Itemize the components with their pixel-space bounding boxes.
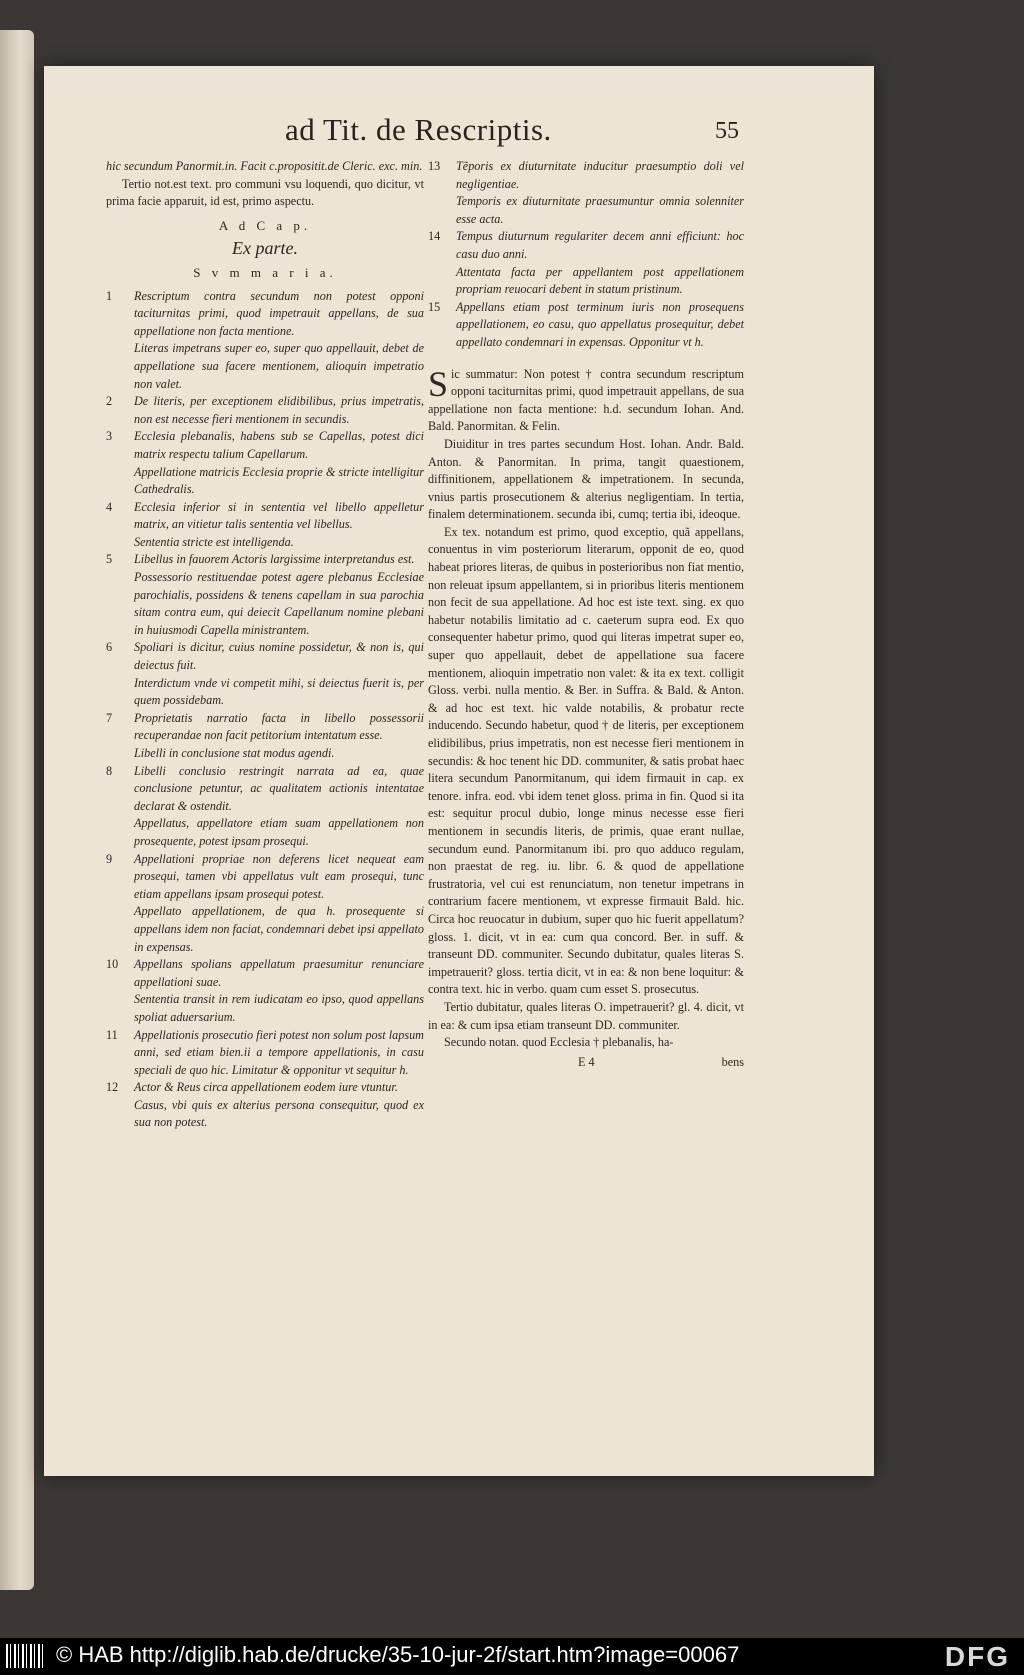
item-text: Tempus diuturnum regulariter decem anni efficiunt: hoc casu duo anni.: [456, 229, 744, 261]
summary-item: [428, 158, 744, 193]
summary-subitem: Literas impetrans super eo, super quo appellauit, debet de appellatione sua facere mentionem, alioquin impetratio non valet.: [134, 341, 424, 391]
summary-subitem: Interdictum vnde vi competit mihi, si deiectus fuerit is, per quem possidebam.: [134, 675, 424, 708]
signature-line: [428, 1054, 744, 1072]
body-paragraph: Diuiditur in tres partes secundum Host. Iohan. Andr. Bald. Anton. & Panormitan. In prima, tangit quaestionem, diffinitionem, appellationem & impetrationem. In secunda, vnius partis prosecutionem & alterius negligentiam. In tertia, finalem determinationem. secunda ibi, cumq; tertia ibi, ideoque.: [428, 436, 744, 522]
previous-page-edge: [0, 30, 34, 1590]
body-paragraph: Tertio dubitatur, quales literas O. impetrauerit? gl. 4. dicit, vt in ea: & cum ipsa etiam transeunt DD. communiter.: [428, 999, 744, 1032]
item-text: Rescriptum contra secundum non potest opponi taciturnitas primi, quod impetrauit appellans, de sua appellatione non facta mentione.: [134, 288, 424, 338]
summaria-heading: S v m m a r i a.: [193, 264, 337, 280]
summary-subitem: Appellatus, appellatore etiam suam appellationem non prosequente, potest ipsam prosequi.: [134, 816, 424, 848]
summary-list: [106, 288, 424, 1133]
folio-number: 55: [715, 118, 739, 144]
item-text: Appellans etiam post terminum iuris non prosequens appellationem, eo casu, quo appellatus prosequitur, debet appellato condemnari in expensas. Opponitur vt h.: [456, 299, 744, 349]
intro-line: hic secundum Panormit.in. Facit c.propositit.de Cleric. exc. min.: [106, 159, 423, 173]
summary-item: [106, 499, 424, 534]
dfg-logo: DFG: [944, 1641, 1010, 1672]
body-paragraph: Sic summatur: Non potest † contra secundum rescriptum opponi taciturnitas primi, quod impetrauit appellans, de sua appellatione non facta mentione: h.d. secundum Iohan. And. Bald. Panormitan. & Felin.: [428, 363, 744, 434]
item-text: Tẽporis ex diuturnitate inducitur praesumptio doli vel negligentiae.: [456, 159, 744, 191]
footer-bar: [0, 1638, 1024, 1675]
item-text: Spoliari is dicitur, cuius nomine possidetur, & non is, qui deiectus fuit.: [134, 640, 424, 673]
summary-item: [106, 1027, 424, 1080]
summary-item: [106, 710, 424, 745]
item-number: 4: [106, 499, 113, 514]
chapter-title: Ex parte.: [232, 238, 298, 259]
item-number: 14: [428, 229, 441, 244]
signature-mark: E 4: [578, 1054, 595, 1069]
item-number: 1: [106, 288, 113, 303]
item-text: Appellationis prosecutio fieri potest non solum post lapsum anni, sed etiam bien.ii a tempore appellationis, in casu speciali de quo hic. Limitatur & opponitur vt sequitur h.: [134, 1027, 424, 1077]
item-text: Proprietatis narratio facta in libello possessorii recuperandae non facit petitorium intentatum esse.: [134, 710, 424, 743]
summary-item: [106, 288, 424, 341]
item-number: 3: [106, 429, 113, 444]
summary-item: [106, 393, 424, 428]
summary-subitem: Libelli in conclusione stat modus agendi.: [134, 746, 335, 760]
item-number: 2: [106, 394, 113, 409]
summary-item: [428, 228, 744, 263]
drop-cap: S: [428, 363, 449, 404]
summary-subitem: Temporis ex diuturnitate praesumuntur omnia solenniter esse acta.: [456, 194, 744, 226]
body-text: [428, 363, 744, 1072]
summary-item: [106, 851, 424, 904]
body-paragraph: Secundo notan. quod Ecclesia † plebanalis, ha-: [444, 1035, 674, 1050]
intro-line: Tertio not.est text. pro communi vsu loquendi, quo dicitur, vt prima facie apparuit, id est, primo aspectu.: [106, 176, 424, 209]
left-column: [106, 158, 424, 1132]
catchword: bens: [721, 1054, 744, 1069]
summary-list: [428, 158, 744, 352]
item-number: 8: [106, 763, 113, 778]
item-text: Actor & Reus circa appellationem eodem iure vtuntur.: [134, 1080, 398, 1095]
item-number: 13: [428, 159, 441, 173]
summary-item: [106, 428, 424, 463]
item-text: Libelli conclusio restringit narrata ad ea, quae conclusione petuntur, ac qualitatem actionis intentatae declarat & ostendit.: [134, 763, 424, 813]
summary-item: [428, 299, 744, 352]
footer-url[interactable]: © HAB http://diglib.hab.de/drucke/35-10-jur-2f/start.htm?image=00067: [56, 1642, 740, 1667]
item-number: 9: [106, 851, 113, 866]
item-text: Ecclesia plebanalis, habens sub se Capellas, potest dici matrix respectu talium Capellarum.: [134, 429, 424, 461]
summary-subitem: Appellato appellationem, de qua h. prosequente si appellans idem non faciat, condemnari debet ipsi appellato in expensas.: [134, 904, 424, 954]
item-text: Appellans spolians appellatum praesumitur renunciare appellationi suae.: [134, 957, 424, 989]
summary-subitem: Attentata facta per appellantem post appellationem propriam reuocari debent in statum pristinum.: [456, 264, 744, 297]
summary-subitem: Sententia transit in rem iudicatam eo ipso, quod appellans spoliat aduersarium.: [134, 992, 424, 1024]
summary-item: [106, 1079, 424, 1097]
item-number: 10: [106, 957, 119, 972]
summary-subitem: Casus, vbi quis ex alterius persona consequitur, quod ex sua non potest.: [134, 1097, 424, 1130]
summary-item: [106, 956, 424, 991]
item-text: Ecclesia inferior si in sententia vel libello appelletur matrix, an vitietur talis sententia vel libellus.: [134, 499, 424, 532]
right-column: [428, 158, 744, 1072]
body-paragraph: Ex tex. notandum est primo, quod exceptio, quã appellans, conuentus in vim posteriorum literarum, opponit de eo, quod habeat priores literas, de quibus in posterioribus non fiat mentio, non releuat ipsum appellantem, si in prioribus literis mentionem non fecit de sua appellatione. Ad hoc est iste text. sing. ex quo habetur notabilis limitatio ad c. caeterum supra eod. Ex quo consequenter habetur primo, quod qui literas impetrat super eo, super quo appellauit, debet de appellatione sua facere mentionem, alioquin impetratio non valet: & ita ex text. colligit Gloss. verbi. nulla mentio. & Ber. in Suffra. & Bald. & Anton. & ad hoc est text. hic valde notabilis, & probatur recte inducendo. Secundo habetur, quod † de literis, per exceptionem elidibilibus, prius impetratis, non est necesse fieri mentionem in secundis: & hoc tenent hic DD. communiter, & satis probat haec litera secundum Panormitanum, qui idem firmauit in cap. ex tenore. infra. eod. vbi idem tenet gloss. prima in fin. Quod si ita est: sequitur procul dubio, longe minus necesse esse fieri mentionem in secundis literis, de primis, quae erant nullae, secundum eund. Panormitanum ibi. pro quo adduco regulam, non praestat de reg. iu. libr. 6. & quod de appellatione frustratoria, vel cui est renunciatum, non tenetur impetrans in contrarium facere mentionem, vt expresse firmauit Bald. hic. Circa hoc reuocatur in dubium, super quo hic fuerit appellatum? gloss. 1. dicit, vt in ea: cum qua concord. Ber. in suff. & transeunt DD. communiter. Secundo dubitatur, quales literas S. impetrauerit? gloss. tertia dicit, vt in ea: & non bene loquitur: & contra text. hic in verbo. quam cum esset S. prosecutus.: [428, 524, 744, 997]
section-heading: A d C a p.: [218, 217, 312, 233]
item-text: De literis, per exceptionem elidibilibus, prius impetratis, non est necesse fieri mentionem in secundis.: [134, 394, 424, 426]
summary-item: [106, 551, 424, 569]
summary-item: [106, 763, 424, 816]
item-number: 5: [106, 552, 113, 567]
summary-subitem: Sententia stricte est intelligenda.: [134, 534, 294, 549]
item-number: 11: [106, 1027, 118, 1042]
barcode-icon: [6, 1644, 44, 1668]
summary-subitem: Possessorio restituendae potest agere plebanus Ecclesiae parochialis, possidens & tenens capellam in sua parochia sitam contra eum, qui deiecit Capellanum nomine plebani in huiusmodi Capella ministrantem.: [134, 570, 424, 637]
running-title: ad Tit. de Rescriptis.: [285, 112, 552, 147]
item-number: 7: [106, 710, 113, 725]
summary-subitem: Appellatione matricis Ecclesia proprie & stricte intelligitur Cathedralis.: [134, 464, 424, 497]
summary-item: [106, 639, 424, 674]
item-text: Appellationi propriae non deferens licet nequeat eam prosequi, tamen vbi appellatus vult eam prosequi, tunc etiam appellans ipsam prosequi potest.: [134, 851, 424, 901]
item-number: 6: [106, 640, 113, 655]
item-text: Libellus in fauorem Actoris largissime interpretandus est.: [134, 552, 415, 567]
item-number: 12: [106, 1080, 119, 1095]
item-number: 15: [428, 299, 441, 314]
